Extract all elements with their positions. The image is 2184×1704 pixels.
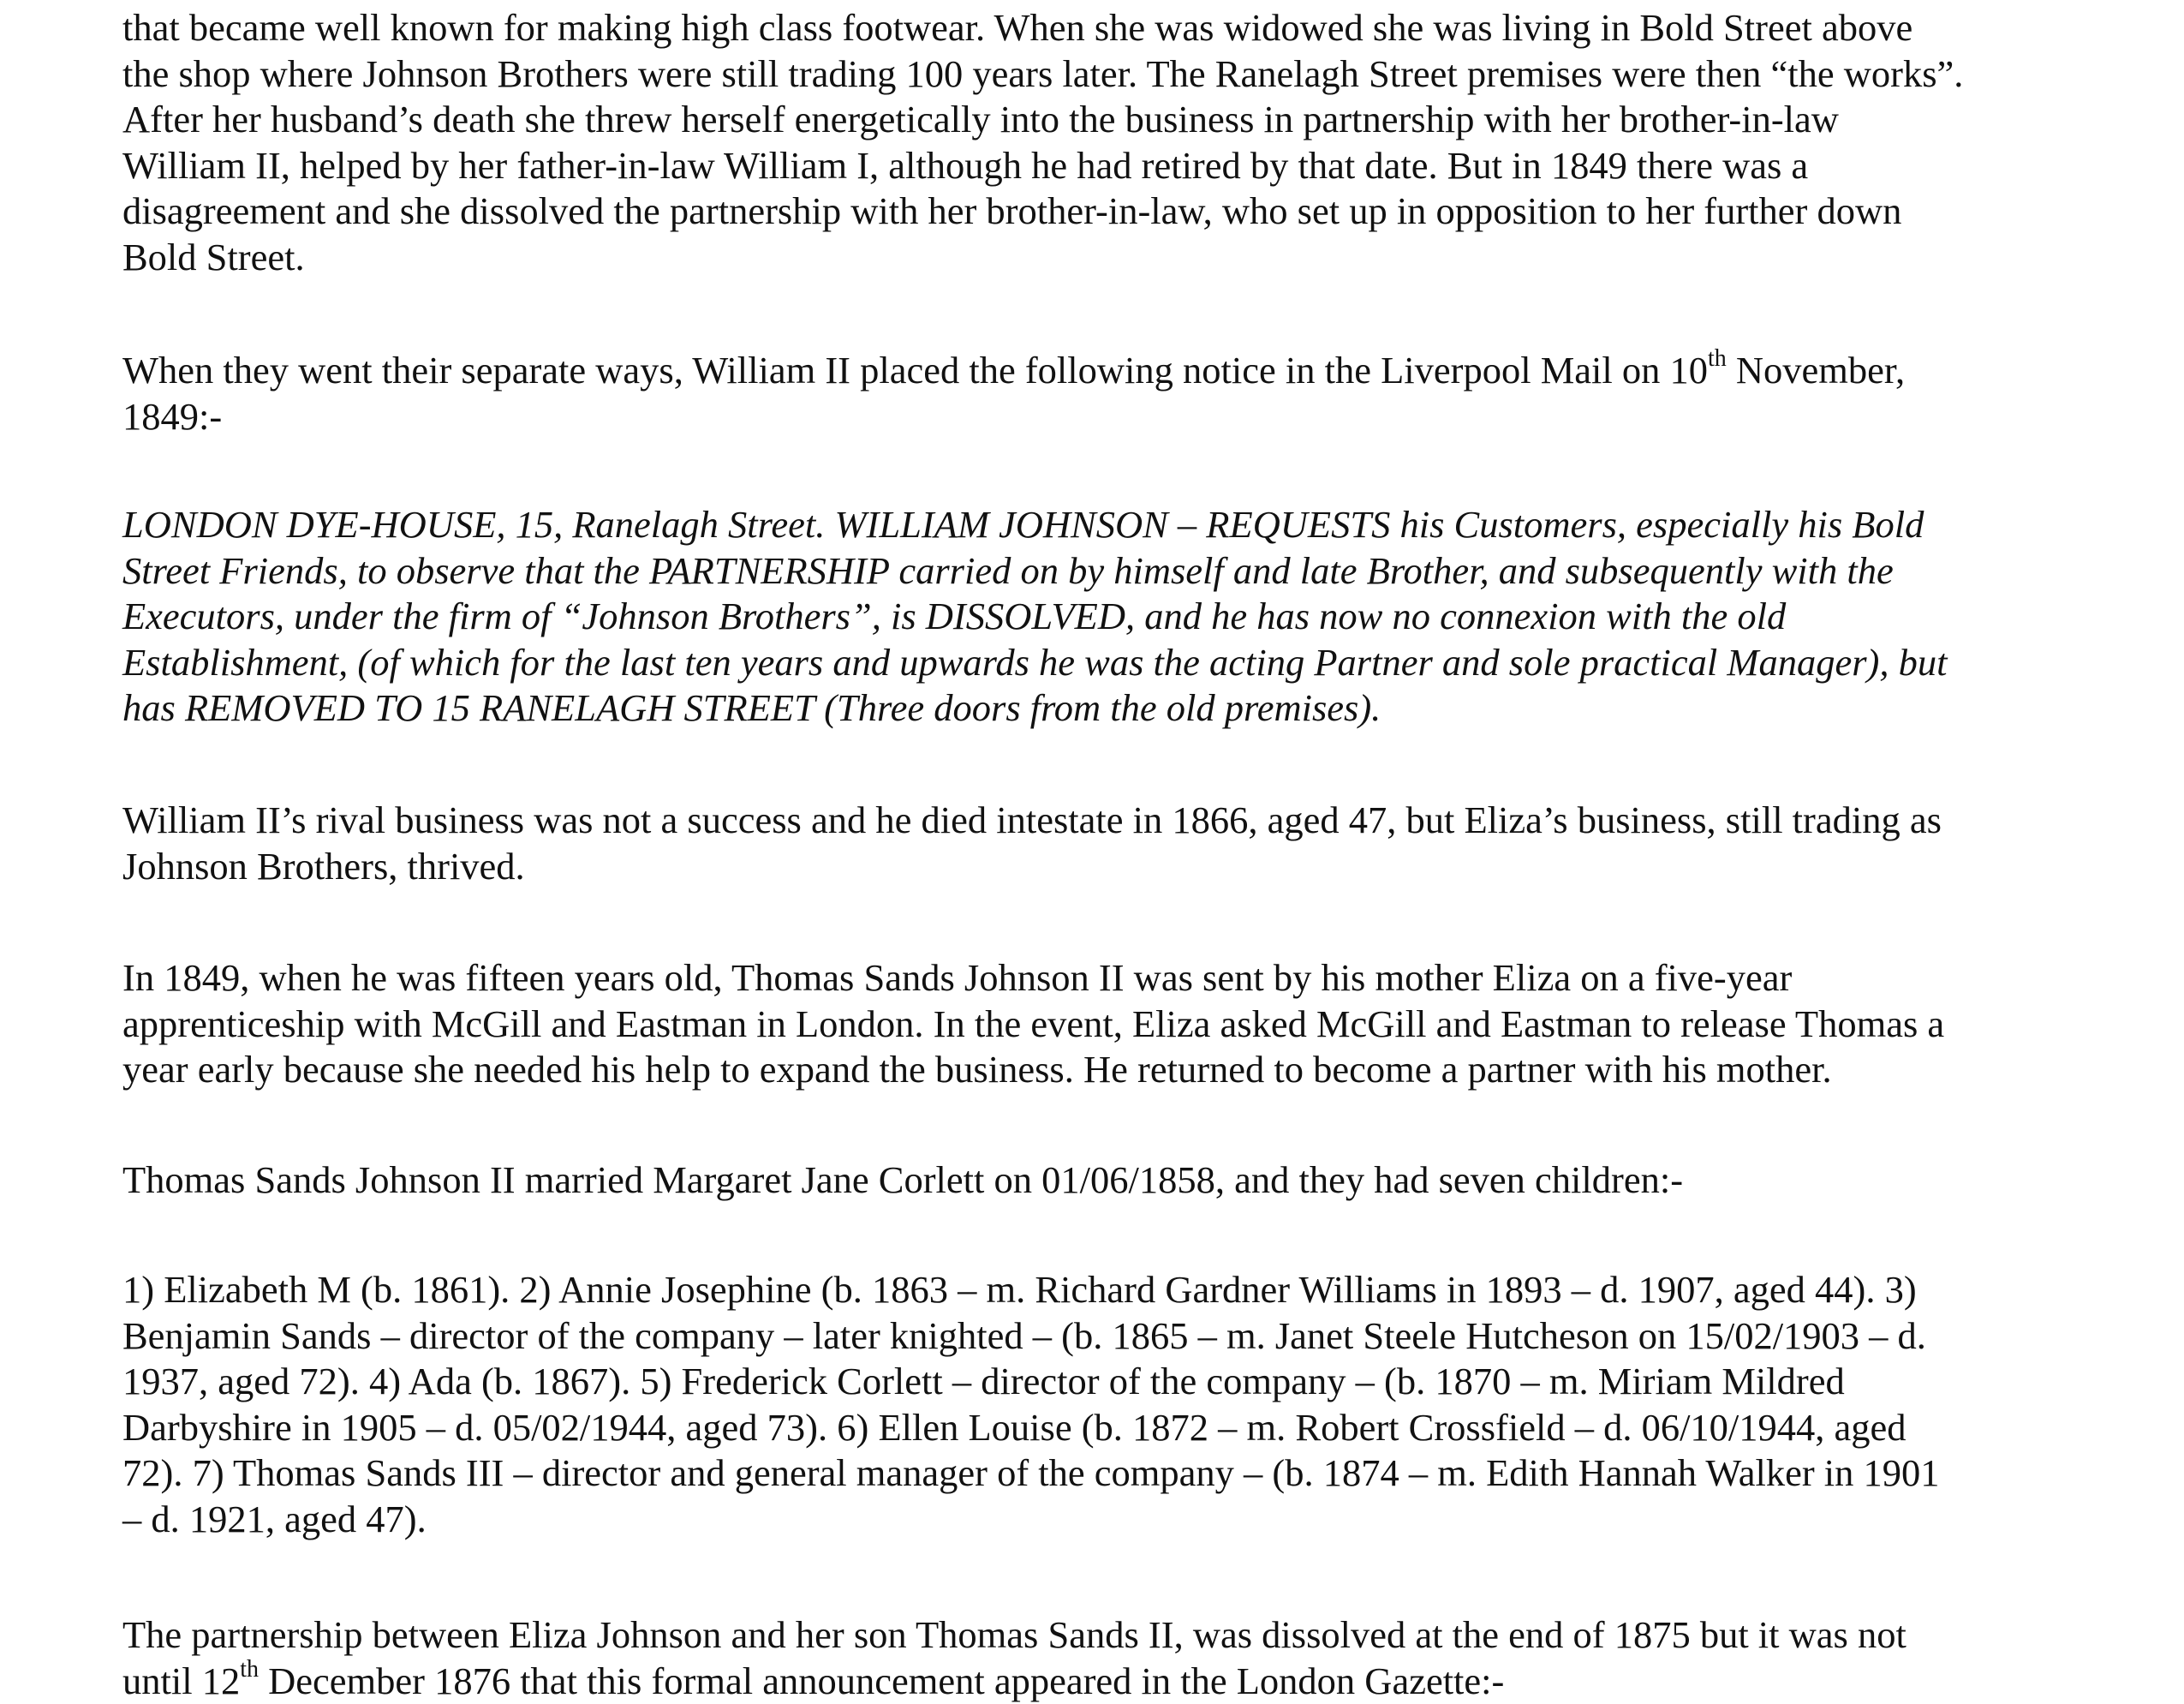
text-fragment: November, xyxy=(1726,349,1906,392)
text-fragment: When they went their separate ways, William II placed the following notice in the Liverpool Mail on 10 xyxy=(122,349,1709,392)
text-line: Johnson Brothers, thrived. xyxy=(122,844,525,888)
text-line: the shop where Johnson Brothers were still trading 100 years later. The Ranelagh Street premises were then “the works”. xyxy=(122,51,1964,95)
text-fragment: until 12 xyxy=(122,1659,241,1702)
text-line: In 1849, when he was fifteen years old, Thomas Sands Johnson II was sent by his mother Eliza on a five-year xyxy=(122,956,1793,999)
text-line: 1) Elizabeth M (b. 1861). 2) Annie Josephine (b. 1863 – m. Richard Gardner Williams in 1893 – d. 1907, aged 44). 3) xyxy=(122,1268,1917,1311)
text-line: William II, helped by her father-in-law William I, although he had retired by that date. But in 1849 there was a xyxy=(122,143,1809,187)
text-line: apprenticeship with McGill and Eastman in London. In the event, Eliza asked McGill and Eastman to release Thomas a xyxy=(122,1001,1945,1045)
paragraph-widowhood xyxy=(122,5,2084,280)
text-line: The partnership between Eliza Johnson and her son Thomas Sands II, was dissolved at the end of 1875 but it was not xyxy=(122,1613,1907,1656)
text-line: Benjamin Sands – director of the company – later knighted – (b. 1865 – m. Janet Steele Hutcheson on 15/02/1903 – d. xyxy=(122,1313,1926,1357)
paragraph-children-list xyxy=(122,1267,2084,1542)
text-line: 72). 7) Thomas Sands III – director and general manager of the company – (b. 1874 – m. Edith Hannah Walker in 1901 xyxy=(122,1451,1940,1494)
text-line: Street Friends, to observe that the PARTNERSHIP carried on by himself and late Brother, and subsequently with the xyxy=(122,548,1894,592)
text-line: Bold Street. xyxy=(122,235,305,278)
paragraph-notice-intro xyxy=(122,345,2084,439)
paragraph-partnership-dissolved xyxy=(122,1612,2084,1704)
paragraph-marriage xyxy=(122,1157,2084,1204)
text-line: William II’s rival business was not a success and he died intestate in 1866, aged 47, but Eliza’s business, still trading as xyxy=(122,798,1942,841)
text-line: Darbyshire in 1905 – d. 05/02/1944, aged 73). 6) Ellen Louise (b. 1872 – m. Robert Crossfield – d. 06/10/1944, aged xyxy=(122,1405,1907,1449)
text-line: LONDON DYE-HOUSE, 15, Ranelagh Street. WILLIAM JOHNSON – REQUESTS his Customers, especially his Bold xyxy=(122,503,1924,546)
quoted-notice xyxy=(122,502,2084,732)
text-line: 1937, aged 72). 4) Ada (b. 1867). 5) Frederick Corlett – director of the company – (b. 1870 – m. Miriam Mildred xyxy=(122,1360,1845,1402)
text-line: Thomas Sands Johnson II married Margaret Jane Corlett on 01/06/1858, and they had seven children:- xyxy=(122,1158,1684,1201)
text-line: Establishment, (of which for the last ten years and upwards he was the acting Partner and sole practical Manager), but xyxy=(122,640,1948,684)
ordinal-suffix: th xyxy=(240,1655,259,1683)
text-line: disagreement and she dissolved the partnership with her brother-in-law, who set up in opposition to her further down xyxy=(122,189,1902,232)
text-line: After her husband’s death she threw herself energetically into the business in partnership with her brother-in-law xyxy=(122,98,1839,141)
text-line: Executors, under the firm of “Johnson Brothers”, is DISSOLVED, and he has now no connexion with the old xyxy=(122,595,1787,637)
text-line: – d. 1921, aged 47). xyxy=(122,1497,427,1540)
text-line: has REMOVED TO 15 RANELAGH STREET (Three doors from the old premises). xyxy=(122,686,1381,729)
paragraph-rival-business xyxy=(122,798,2084,889)
text-line: 1849:- xyxy=(122,394,223,438)
text-line: that became well known for making high class footwear. When she was widowed she was living in Bold Street above xyxy=(122,6,1913,49)
paragraph-apprenticeship xyxy=(122,955,2084,1093)
text-line: year early because she needed his help to expand the business. He returned to become a partner with his mother. xyxy=(122,1048,1832,1091)
ordinal-suffix: th xyxy=(1708,345,1727,373)
text-fragment: December 1876 that this formal announcement appeared in the London Gazette:- xyxy=(259,1659,1505,1702)
